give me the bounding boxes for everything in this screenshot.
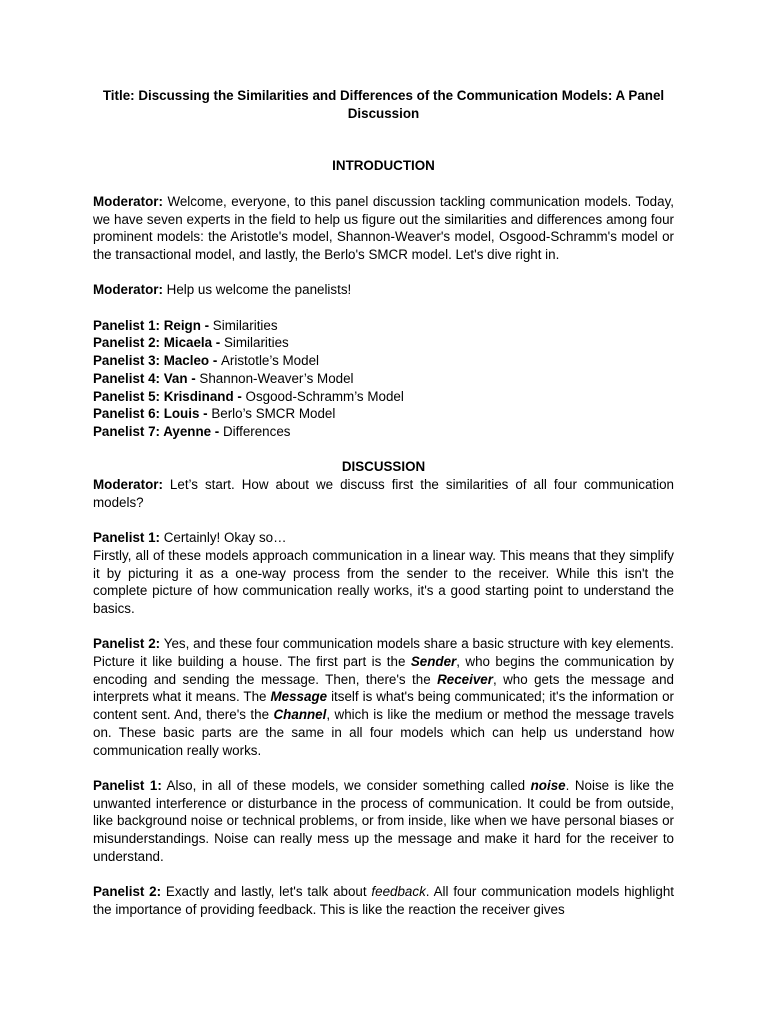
paragraph-text: , who begins the communication by encoding and sending the message. Then, there's the [93,654,674,687]
term-feedback: feedback [371,884,426,900]
panelist-item [93,423,674,441]
panelist-list [93,317,674,441]
intro-paragraph [93,193,674,264]
term-sender: Sender [410,654,457,669]
paragraph-text: . Noise is like the unwanted interference or disturbance in the process of communication. It could be from outside, like background noise or technical problems, or from inside, like when we have personal biases or misunderstandings. Noise can really mess up the message and make it hard for the receiver to understand. [93,777,675,864]
panelist-item [93,334,674,352]
speaker-label: Moderator: [93,193,163,209]
panelist-label: Panelist 7: Ayenne - [93,423,223,439]
paragraph-text: Yes, and these four communication models share a basic structure with key elements. Picture it like building a house. The first part is the [93,636,674,669]
panelist-topic: Berlo’s SMCR Model [211,406,336,422]
term-receiver: Receiver [437,671,493,687]
speaker-label: Moderator: [93,282,163,298]
panelist-topic: Differences [222,423,291,439]
panelist-topic: Similarities [212,317,278,333]
speaker-label: Panelist 2: [93,884,162,900]
welcome-text: Help us welcome the panelists! [162,282,352,298]
panelist2-response-paragraph [93,635,674,759]
panelist-topic: Aristotle’s Model [221,353,319,369]
panelist-label: Panelist 6: Louis - [93,406,212,422]
panelist1-response-intro [93,529,674,547]
speaker-label: Panelist 1: [93,530,160,546]
panelist-label: Panelist 2: Micaela - [93,335,224,351]
speaker-label: Moderator: [93,477,163,492]
intro-text: Welcome, everyone, to this panel discussion tackling communication models. Today, we have seven experts in the field to help us figure out the similarities and differences among four prominent models: the Aristotle's model, Shannon-Weaver's model, Osgood-Schramm's model or the transactional model, and lastly, the Berlo's SMCR model. Let's dive right in. [93,193,674,262]
panelist-label: Panelist 4: Van - [93,370,200,386]
panelist-item [93,370,674,388]
paragraph-text: , who gets the message and interprets what it means. The [93,671,674,705]
panelist1-noise-paragraph [93,777,674,866]
panelist1-response-paragraph: Firstly, all of these models approach communication in a linear way. This means that they simplify it by picturing it as a one-way process from the sender to the receiver. While this isn't the complete picture of how communication really works, it's a good starting point to understand the basics. [93,547,674,616]
discussion-opening-text: Let’s start. How about we discuss first the similarities of all four communication models? [93,477,674,510]
paragraph-text: . All four communication models highlight the importance of providing feedback. This is like the reaction the receiver gives [93,884,674,917]
panelist-topic: Similarities [223,335,289,351]
panelist-topic: Shannon-Weaver’s Model [199,370,354,386]
panelist-item [93,317,674,335]
introduction-heading: INTRODUCTION [332,158,435,174]
speaker-label: Panelist 1: [93,777,162,793]
panelist-topic: Osgood-Schramm’s Model [245,388,404,404]
document-title: Title: Discussing the Similarities and Differences of the Communication Models: A Panel Discussion [102,88,665,121]
speaker-label: Panelist 2: [93,636,161,652]
panelist-label: Panelist 5: Krisdinand - [93,388,246,404]
discussion-opening-paragraph [93,476,674,511]
panelist-label: Panelist 3: Macleo - [93,353,221,369]
discussion-heading: DISCUSSION [341,459,426,475]
welcome-paragraph [93,281,674,299]
term-channel: Channel [273,707,327,723]
paragraph-text: , which is like the medium or method the message travels on. These basic parts are the same in all four models which can help us understand how communication really works. [93,707,674,758]
panelist-label: Panelist 1: Reign - [93,317,213,333]
panelist-item [93,352,674,370]
panelist1-intro-text: Certainly! Okay so… [159,530,287,546]
paragraph-text: itself is what's being communicated; it's the information or content sent. And, there's the [93,689,674,723]
panelist-item [93,405,674,423]
term-noise: noise [530,777,566,793]
document-page [93,87,674,919]
panelist-item [93,388,674,406]
term-message: Message [270,689,328,705]
panelist2-feedback-paragraph [93,883,674,918]
paragraph-text: Exactly and lastly, let's talk about [161,884,372,900]
paragraph-text: Also, in all of these models, we consider something called [161,777,531,793]
